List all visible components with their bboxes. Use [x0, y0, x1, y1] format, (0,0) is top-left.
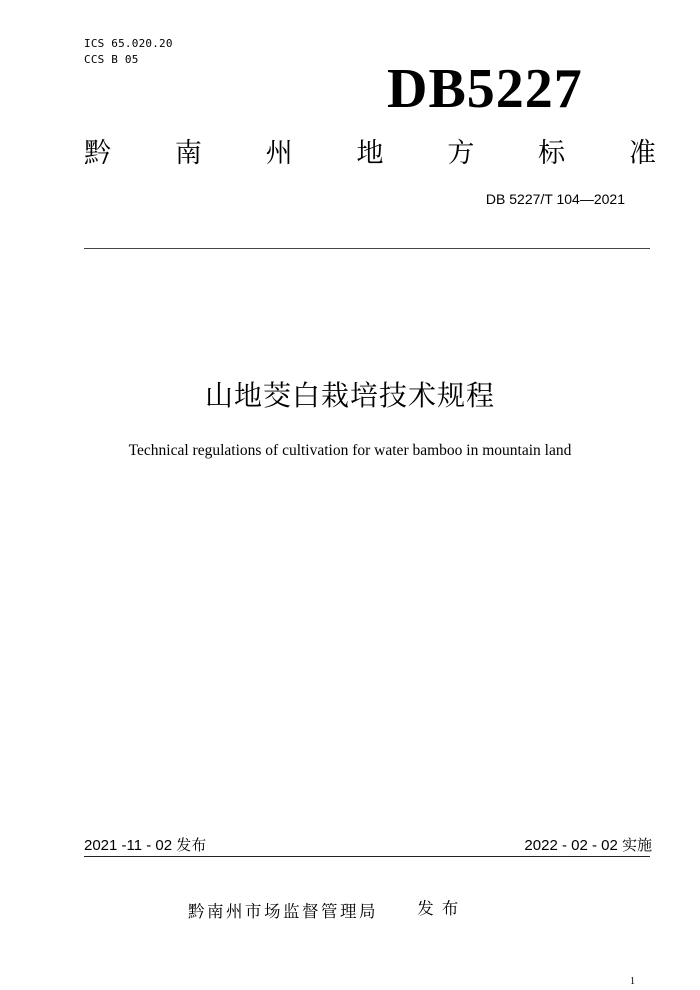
standard-type-char: 方: [447, 138, 475, 169]
issuer-action: 发布: [417, 899, 467, 918]
standard-type-char: 南: [174, 138, 202, 169]
standard-type-title: [84, 136, 656, 176]
ccs-code: CCS B 05: [84, 53, 139, 66]
header-divider: [84, 248, 650, 249]
issuer-name: 黔南州市场监督管理局: [188, 902, 378, 921]
standard-type-char: 地: [356, 138, 384, 169]
issuer-line: [188, 900, 466, 926]
classification-codes: [84, 36, 173, 68]
standard-type-char: 标: [538, 138, 566, 169]
document-title-chinese: 山地茭白栽培技术规程: [204, 379, 495, 412]
publish-date: 2021 -11 - 02 发布: [84, 837, 207, 854]
footer-divider: [84, 856, 650, 857]
page-number: 1: [630, 976, 635, 987]
ics-code: ICS 65.020.20: [84, 37, 173, 50]
date-row: [84, 836, 652, 858]
implement-date: 2022 - 02 - 02 实施: [524, 837, 652, 854]
standard-type-char: 黔: [84, 138, 111, 169]
standard-number: DB 5227/T 104—2021: [485, 191, 625, 207]
standard-type-char: 准: [628, 138, 656, 169]
standard-code-heading: DB5227: [387, 58, 583, 120]
document-title-english: Technical regulations of cultivation for water bamboo in mountain land: [128, 442, 572, 459]
standard-type-char: 州: [265, 138, 293, 169]
